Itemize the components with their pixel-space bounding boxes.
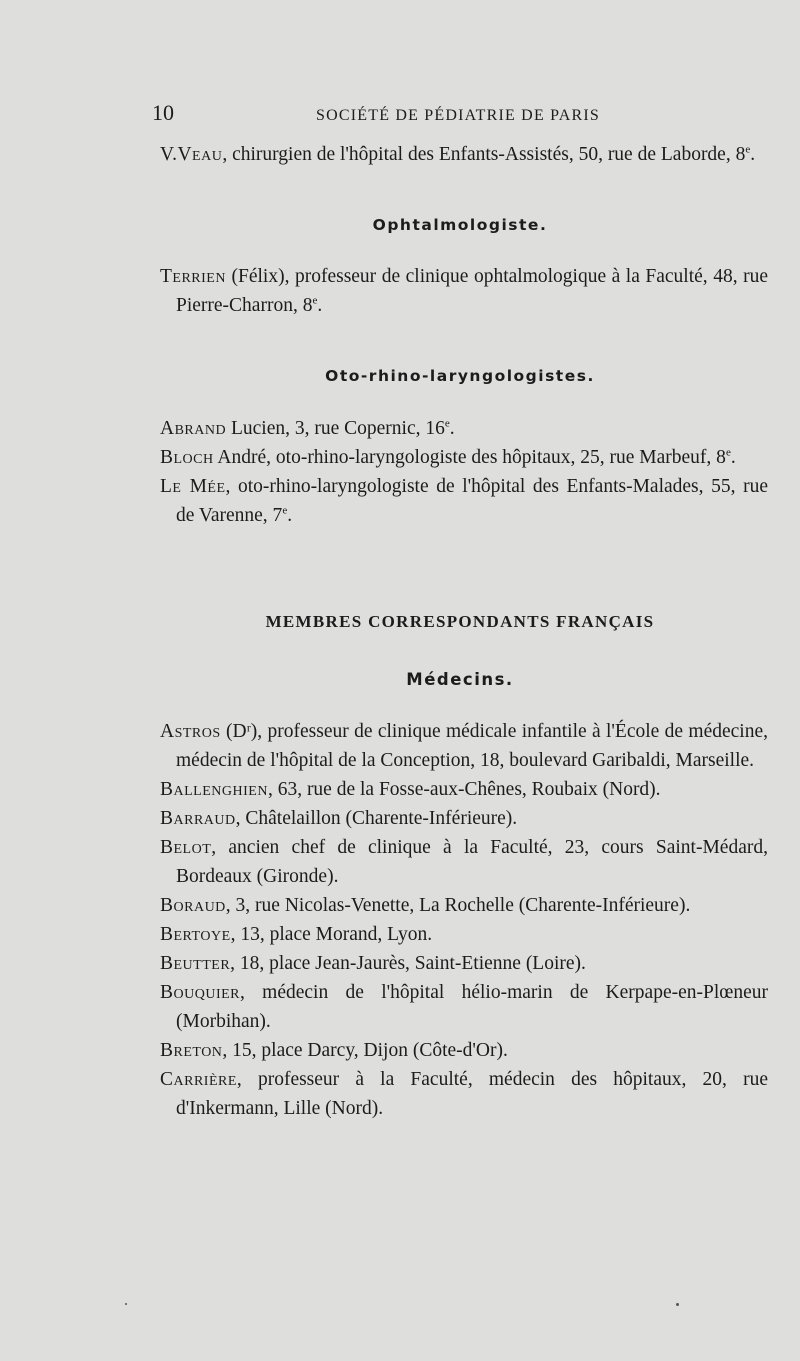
- orl-entries: [160, 414, 768, 530]
- entry-belot: [160, 833, 768, 891]
- entry-boraud: [160, 891, 768, 920]
- entry-sup: e: [444, 417, 450, 430]
- entry-astros: [160, 717, 768, 775]
- entry-text: , Châtelaillon (Charente-Inférieure).: [235, 808, 518, 829]
- entry-name: Astros: [160, 721, 221, 742]
- entry-name: V.Veau: [160, 144, 223, 165]
- entry-sup: e: [282, 504, 288, 517]
- entry-bouquier: [160, 978, 768, 1036]
- entry-ballenghien: [160, 775, 768, 804]
- entry-text: , chirurgien de l'hôpital des Enfants-Assistés, 50, rue de Laborde, 8: [222, 144, 746, 165]
- entry-name: Boraud: [160, 895, 226, 916]
- ophtalmologiste-entries: [160, 262, 768, 320]
- entry-end: .: [317, 295, 323, 316]
- entry-barraud: [160, 804, 768, 833]
- entry-name: Abrand: [160, 418, 227, 439]
- entry-sup: e: [745, 143, 751, 156]
- entry-breton: [160, 1036, 768, 1065]
- entry-name: Bloch: [160, 447, 214, 468]
- top-entry-block: [160, 140, 768, 169]
- entry-name: Ballenghien: [160, 779, 268, 800]
- entry-bloch: [160, 443, 768, 472]
- entry-bertoye: [160, 920, 768, 949]
- running-title: SOCIÉTÉ DE PÉDIATRIE DE PARIS: [316, 107, 600, 124]
- entry-text: , 18, place Jean-Jaurès, Saint-Etienne (Loire).: [230, 953, 586, 974]
- entry-text: , oto-rhino-laryngologiste de l'hôpital des Enfants-Malades, 55, rue de Varenne, 7: [176, 476, 769, 526]
- section-heading-correspondants: MEMBRES CORRESPONDANTS FRANÇAIS: [265, 612, 655, 631]
- entry-text: André, oto-rhino-laryngologiste des hôpitaux, 25, rue Marbeuf, 8: [213, 447, 726, 468]
- entry-text: , médecin de l'hôpital hélio-marin de Kerpape-en-Plœneur (Morbihan).: [176, 982, 768, 1032]
- entry-text: Lucien, 3, rue Copernic, 16: [226, 418, 445, 439]
- entry-name: Barraud: [160, 808, 236, 829]
- entry-name: Belot: [160, 837, 212, 858]
- entry-beutter: [160, 949, 768, 978]
- entry-carriere: [160, 1065, 768, 1123]
- page-header: [152, 100, 764, 126]
- entry-name: Beutter: [160, 953, 231, 974]
- entry-text: , 13, place Morand, Lyon.: [230, 924, 433, 945]
- page-number: 10: [152, 100, 174, 125]
- entry-sup: e: [725, 446, 731, 459]
- paper-speck: [125, 1303, 127, 1305]
- subheading-medecins: Médecins.: [406, 670, 514, 689]
- entry-end: .: [449, 418, 455, 439]
- section-heading-ophtalmologiste: Ophtalmologiste.: [372, 216, 548, 234]
- entry-name: Bouquier: [160, 982, 240, 1003]
- entry-sup: e: [312, 294, 318, 307]
- section-heading-orl: Oto-rhino-laryngologistes.: [325, 367, 595, 385]
- entry-abrand: [160, 414, 768, 443]
- entry-name: Bertoye: [160, 924, 231, 945]
- entry-end: .: [730, 447, 736, 468]
- entry-le-mee: [160, 472, 768, 530]
- entry-text: (Dʳ), professeur de clinique médicale infantile à l'École de médecine, médecin de l'hôpital de la Conception, 18, boulevard Garibaldi, Marseille.: [176, 721, 768, 771]
- entry-text: , 15, place Darcy, Dijon (Côte-d'Or).: [222, 1040, 508, 1061]
- entry-text: , 63, rue de la Fosse-aux-Chênes, Roubaix (Nord).: [267, 779, 661, 800]
- entry-end: .: [750, 144, 756, 165]
- entry-name: Le Mée: [160, 476, 226, 497]
- paper-speck: [676, 1303, 679, 1306]
- entry-name: Terrien: [160, 266, 226, 287]
- entry-veau: [160, 140, 768, 169]
- entry-text: , ancien chef de clinique à la Faculté, 23, cours Saint-Médard, Bordeaux (Gironde).: [176, 837, 768, 887]
- entry-text: (Félix), professeur de clinique ophtalmologique à la Faculté, 48, rue Pierre-Charron, 8: [176, 266, 768, 316]
- entry-name: Breton: [160, 1040, 223, 1061]
- entry-name: Carrière: [160, 1069, 237, 1090]
- correspondants-entries: [160, 717, 768, 1123]
- entry-terrien: [160, 262, 768, 320]
- entry-end: .: [287, 505, 293, 526]
- entry-text: , professeur à la Faculté, médecin des hôpitaux, 20, rue d'Inkermann, Lille (Nord).: [176, 1069, 768, 1119]
- entry-text: , 3, rue Nicolas-Venette, La Rochelle (Charente-Inférieure).: [225, 895, 691, 916]
